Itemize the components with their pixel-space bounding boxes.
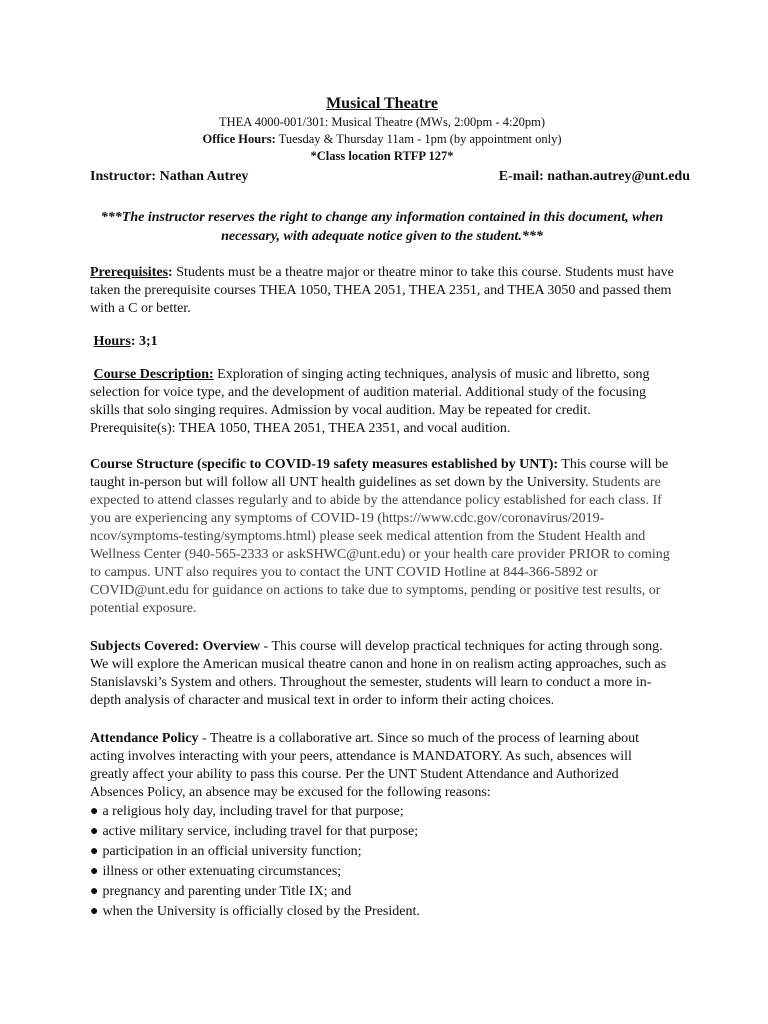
office-hours-line [90, 131, 674, 148]
course-line: THEA 4000-001/301: Musical Theatre (MWs, 2:00pm - 4:20pm) [218, 115, 546, 129]
bullet-icon: ● [90, 884, 99, 899]
list-item: ● pregnancy and parenting under Title IX; and [90, 884, 352, 899]
list-item: ● when the University is officially closed by the President. [90, 904, 420, 919]
office-hours-label: Office Hours: [202, 132, 276, 146]
document-title: Musical Theatre [326, 95, 438, 112]
bullet-icon: ● [90, 824, 99, 839]
absence-reasons-list [90, 802, 674, 922]
change-notice: ***The instructor reserves the right to change any information contained in this document, when necessary, with adequate notice given to the student.*** [100, 210, 664, 244]
prerequisites-section [90, 264, 674, 318]
list-item: ● active military service, including travel for that purpose; [90, 824, 419, 839]
office-hours-value: Tuesday & Thursday 11am - 1pm (by appointment only) [275, 132, 562, 146]
subjects-covered-text: - This course will develop practical techniques for acting through song. We will explore the American musical theatre canon and hone in on realism acting approaches, such as Stanislavski’s System and others. Throughout the semester, students will learn to conduct a more in-depth analysis of character and musical text in order to inform their acting choices. [90, 639, 667, 708]
instructor-name: Instructor: Nathan Autrey [90, 169, 249, 184]
hours-heading: Hours [93, 334, 131, 349]
instructor-row [90, 168, 690, 186]
course-structure-section [90, 456, 674, 618]
course-structure-text: This course will be taught in-person but will follow all UNT health guidelines as set down by the University. [90, 457, 669, 490]
course-description-section [90, 366, 674, 438]
subjects-covered-section [90, 638, 674, 710]
bullet-icon: ● [90, 804, 99, 819]
prerequisites-text: Students must be a theatre major or theatre minor to take this course. Students must have taken the prerequisite courses THEA 1050, THEA 2051, THEA 2351, and THEA 3050 and passed them with a C or better. [90, 265, 674, 316]
course-description-heading: Course Description: [93, 367, 214, 382]
attendance-text: - Theatre is a collaborative art. Since so much of the process of learning about acting involves interacting with your peers, attendance is MANDATORY. As such, absences will greatly affect your ability to pass this course. Per the UNT Student Attendance and Authorized Absences Policy, an absence may be excused for the following reasons: [90, 731, 640, 800]
course-description-text: Exploration of singing acting techniques, analysis of music and libretto, song selection for voice type, and the development of audition material. Additional study of the focusing skills that solo singing requires. Admission by vocal audition. May be repeated for credit. Prerequisite(s): THEA 1050, THEA 2051, THEA 2351, and vocal audition. [90, 367, 650, 436]
course-structure-heading: Course Structure (specific to COVID-19 safety measures established by UNT): [90, 457, 559, 472]
class-location: *Class location RTFP 127* [310, 149, 454, 163]
instructor-email: E-mail: nathan.autrey@unt.edu [498, 169, 690, 184]
syllabus-page [90, 94, 690, 922]
attendance-heading: Attendance Policy [90, 731, 199, 746]
bullet-icon: ● [90, 844, 99, 859]
list-item: ● participation in an official university function; [90, 844, 362, 859]
bullet-icon: ● [90, 864, 99, 879]
prerequisites-heading: Prerequisites [90, 265, 169, 280]
hours-section [90, 333, 674, 351]
subjects-covered-heading: Subjects Covered: Overview [90, 639, 261, 654]
attendance-section [90, 730, 674, 922]
hours-value: : 3;1 [130, 334, 158, 349]
list-item: ● illness or other extenuating circumstances; [90, 864, 342, 879]
course-structure-covid-text: Students are expected to attend classes regularly and to abide by the attendance policy established for each class. If you are experiencing any symptoms of COVID-19 (https://www.cdc.gov/coronavirus/2019-ncov/symptoms-testing/symptoms.html) please seek medical attention from the Student Health and Wellness Center (940-565-2333 or askSHWC@unt.edu) or your health care provider PRIOR to coming to campus. UNT also requires you to contact the UNT COVID Hotline at 844-366-5892 or COVID@unt.edu for guidance on actions to take due to symptoms, pending or positive test results, or potential exposure. [90, 475, 670, 616]
prerequisites-colon: : [168, 265, 173, 280]
bullet-icon: ● [90, 904, 99, 919]
list-item: ● a religious holy day, including travel for that purpose; [90, 804, 404, 819]
